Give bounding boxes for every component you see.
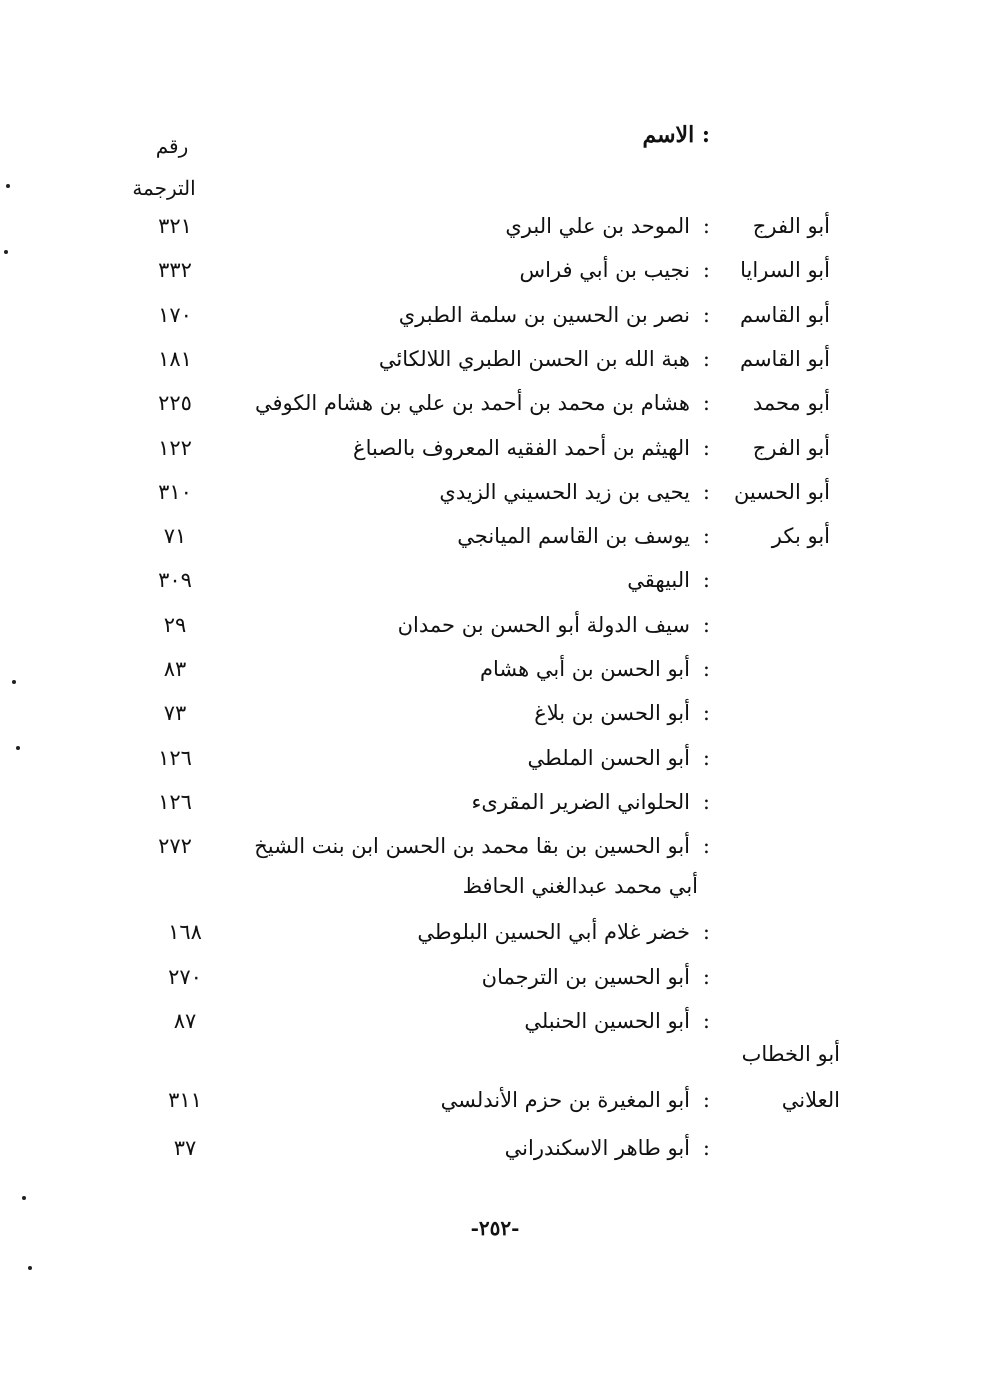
entry-colon: : xyxy=(702,920,710,944)
entry-name: أبو المغيرة بن حزم الأندلسي xyxy=(440,1088,690,1112)
entry-name: أبو الحسن الملطي xyxy=(527,745,690,770)
index-entry xyxy=(0,347,990,387)
entry-colon: : xyxy=(702,834,710,859)
entry-colon: : xyxy=(702,302,710,327)
entry-number: ٣١٠ xyxy=(158,479,192,504)
entry-kunya: أبو السرايا xyxy=(740,258,830,283)
entry-number: ١٢٦ xyxy=(158,745,192,770)
entry-number: ١٦٨ xyxy=(168,920,202,944)
index-entry xyxy=(0,214,990,254)
number-column-header-line2: الترجمة xyxy=(132,176,196,200)
index-entry xyxy=(0,965,990,1005)
scan-speck xyxy=(6,184,10,188)
entry-kunya: أبو محمد xyxy=(752,391,830,416)
entry-kunya: أبو الفرج xyxy=(752,214,830,238)
entry-name: سيف الدولة أبو الحسن بن حمدان xyxy=(397,612,690,637)
entry-colon: : xyxy=(702,435,710,460)
entry-name: خضر غلام أبي الحسين البلوطي xyxy=(417,920,690,944)
entry-number: ٣١١ xyxy=(168,1088,202,1112)
entry-name: نجيب بن أبي فراس xyxy=(519,258,690,283)
entry-name: نصر بن الحسين بن سلمة الطبري xyxy=(398,302,690,327)
index-entry xyxy=(0,303,990,343)
entry-colon: : xyxy=(702,1136,710,1160)
index-entry xyxy=(0,790,990,830)
entry-colon: : xyxy=(702,1088,710,1112)
entry-colon: : xyxy=(702,479,710,504)
entry-number: ٨٧ xyxy=(173,1009,197,1033)
number-column-header-line1: رقم xyxy=(155,134,189,158)
index-entry xyxy=(0,1088,990,1128)
entry-colon: : xyxy=(702,214,710,238)
entry-number: ٨٣ xyxy=(163,657,187,681)
index-entry xyxy=(0,1136,990,1176)
scan-speck xyxy=(22,1196,26,1200)
entry-colon: : xyxy=(702,789,710,814)
scan-speck xyxy=(12,680,16,684)
entry-number: ١٧٠ xyxy=(158,302,192,327)
entry-colon: : xyxy=(702,612,710,637)
entry-colon: : xyxy=(702,346,710,371)
entry-kunya: العلاني xyxy=(781,1088,840,1112)
entry-colon: : xyxy=(702,524,710,549)
entry-number: ١٢٦ xyxy=(158,789,192,814)
index-entry xyxy=(0,746,990,786)
group-heading: أبو الخطاب xyxy=(741,1042,840,1066)
entry-kunya: أبو بكر xyxy=(771,524,830,549)
entry-colon: : xyxy=(702,391,710,416)
entry-number: ١٢٢ xyxy=(158,435,192,460)
entry-number: ٧٣ xyxy=(163,701,187,726)
index-entry xyxy=(0,920,990,960)
entry-colon: : xyxy=(702,701,710,726)
scan-speck xyxy=(28,1266,32,1270)
entry-name: الحلواني الضرير المقرىء xyxy=(471,789,690,814)
entry-kunya: أبو الفرج xyxy=(752,435,830,460)
entry-kunya: أبو الحسين xyxy=(733,479,830,504)
entry-name: البيهقي xyxy=(627,568,690,593)
index-entry xyxy=(0,613,990,653)
entry-kunya: أبو القاسم xyxy=(739,346,830,371)
entry-colon: : xyxy=(702,964,710,989)
entry-number: ٧١ xyxy=(163,524,187,549)
index-entry xyxy=(0,834,990,874)
index-entry xyxy=(0,258,990,298)
index-entry xyxy=(0,524,990,564)
entry-name: أبو الحسين بن الترجمان xyxy=(481,964,690,989)
entry-number: ٣٢١ xyxy=(158,214,192,238)
page-number: -٢٥٢- xyxy=(470,1216,520,1240)
entry-name: يوسف بن القاسم الميانجي xyxy=(457,524,690,549)
scan-speck xyxy=(16,746,20,750)
name-column-header: : الاسم xyxy=(642,122,710,148)
entry-name: أبو الحسن بن بلاغ xyxy=(534,701,690,726)
scan-speck xyxy=(4,250,8,254)
entry-name: الهيثم بن أحمد الفقيه المعروف بالصباغ xyxy=(353,435,690,460)
entry-name: أبو طاهر الاسكندراني xyxy=(504,1136,690,1160)
entry-colon: : xyxy=(702,1009,710,1033)
entry-number: ٣٣٢ xyxy=(158,258,192,283)
entry-colon: : xyxy=(702,258,710,283)
entry-name: هبة الله بن الحسن الطبري اللالكائي xyxy=(378,346,690,371)
index-entry xyxy=(0,391,990,431)
entry-colon: : xyxy=(702,657,710,681)
entry-number: ٣٧ xyxy=(173,1136,197,1160)
index-entry xyxy=(0,657,990,697)
index-entry xyxy=(0,1009,990,1049)
entry-number: ٢٢٥ xyxy=(158,391,192,416)
entry-colon: : xyxy=(702,745,710,770)
entry-name: أبو الحسن بن أبي هشام xyxy=(480,657,690,681)
entry-number: ٢٩ xyxy=(163,612,187,637)
entry-name: أبو الحسين الحنبلي xyxy=(524,1009,690,1033)
index-entry xyxy=(0,568,990,608)
entry-name: يحيى بن زيد الحسيني الزيدي xyxy=(439,479,690,504)
entry-name: أبو الحسين بن بقا محمد بن الحسن ابن بنت الشيخ xyxy=(254,834,690,859)
entry-colon: : xyxy=(702,568,710,593)
entry-number: ٢٧٢ xyxy=(158,834,192,859)
entry-number: ١٨١ xyxy=(158,346,192,371)
index-entry xyxy=(0,480,990,520)
entry-number: ٣٠٩ xyxy=(158,568,192,593)
entry-continuation: أبي محمد عبدالغني الحافظ xyxy=(462,874,698,898)
entry-kunya: أبو القاسم xyxy=(739,302,830,327)
entry-name: هشام بن محمد بن أحمد بن علي بن هشام الكوفي xyxy=(255,391,690,416)
index-entry xyxy=(0,436,990,476)
index-entry xyxy=(0,701,990,741)
entry-number: ٢٧٠ xyxy=(168,964,202,989)
entry-name: الموحد بن علي البري xyxy=(505,214,690,238)
